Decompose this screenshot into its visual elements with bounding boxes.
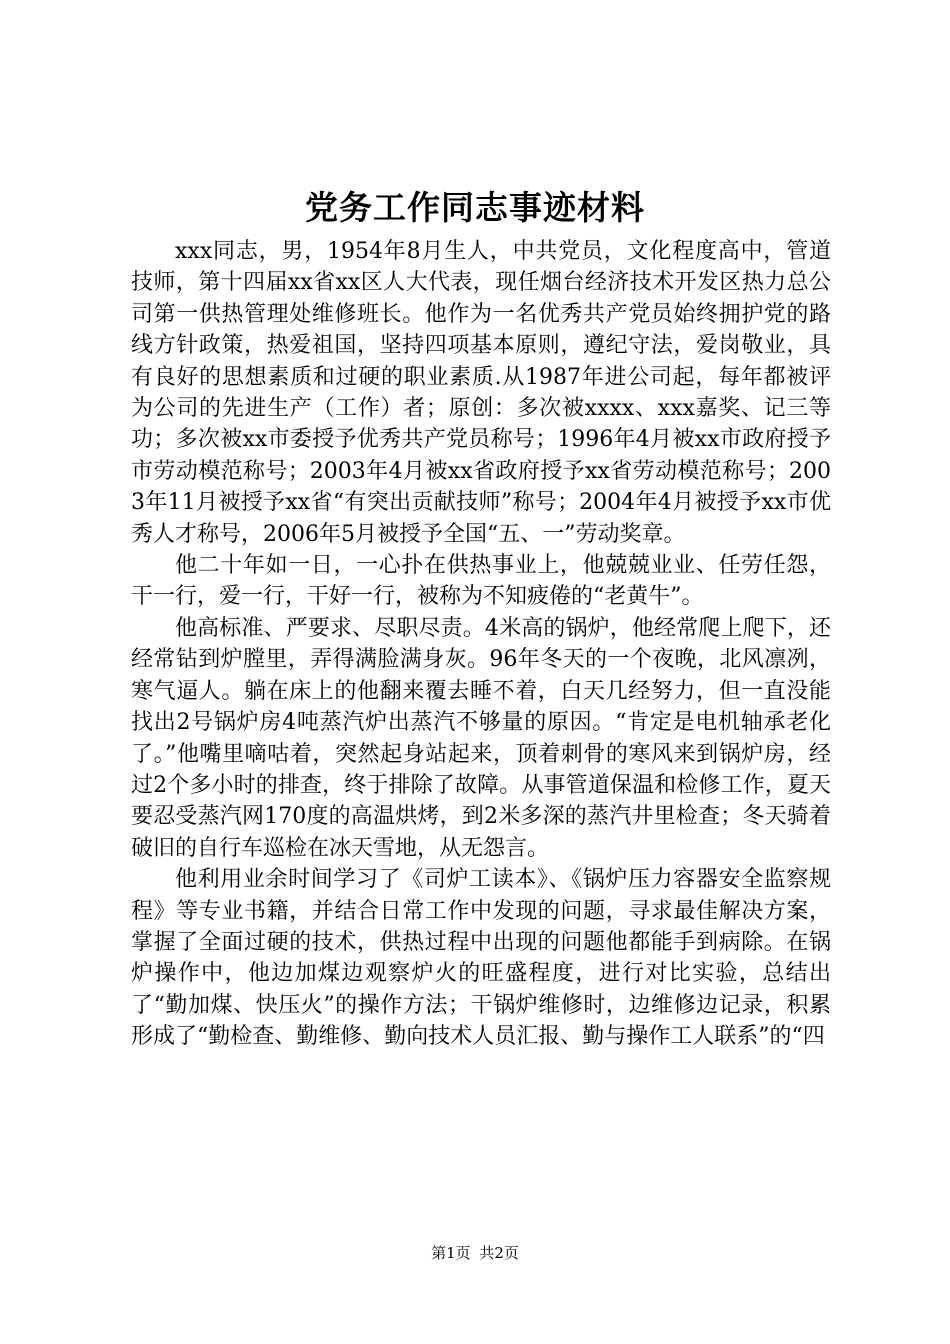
page-number: 第1页 [431, 1244, 471, 1262]
page-total: 共2页 [479, 1244, 519, 1262]
paragraph: 他二十年如一日，一心扑在供热事业上，他兢兢业业、任劳任怨，干一行，爱一行，干好一行，被称为不知疲倦的“老黄牛”。 [131, 553, 831, 610]
document-body [131, 236, 831, 1053]
paragraph: xxx同志，男，1954年8月生人，中共党员，文化程度高中，管道技师，第十四届xx省xx区人大代表，现任烟台经济技术开发区热力总公司第一供热管理处维修班长。他作为一名优秀共产党员始终拥护党的路线方针政策，热爱祖国，坚持四项基本原则，遵纪守法，爱岗敬业，具有良好的思想素质和过硬的职业素质.从1987年进公司起，每年都被评为公司的先进生产（工作）者；原创：多次被xxxx、xxx嘉奖、记三等功；多次被xx市委授予优秀共产党员称号；1996年4月被xx市政府授予市劳动模范称号；2003年4月被xx省政府授予xx省劳动模范称号；2003年11月被授予xx省“有突出贡献技师”称号；2004年4月被授予xx市优秀人才称号，2006年5月被授予全国“五、一”劳动奖章。 [131, 239, 831, 547]
paragraph: 他利用业余时间学习了《司炉工读本》、《锅炉压力容器安全监察规程》等专业书籍，并结合日常工作中发现的问题，寻求最佳解决方案，掌握了全面过硬的技术，供热过程中出现的问题他都能手到病除。在锅炉操作中，他边加煤边观察炉火的旺盛程度，进行对比实验，总结出了“勤加煤、快压火”的操作方法；干锅炉维修时，边维修边记录，积累形成了“勤检查、勤维修、勤向技术人员汇报、勤与操作工人联系”的“四 [131, 867, 831, 1050]
page-footer [0, 1243, 950, 1263]
document-title: 党务工作同志事迹材料 [305, 188, 645, 227]
paragraph: 他高标准、严要求、尽职尽责。4米高的锅炉，他经常爬上爬下，还经常钻到炉膛里，弄得满脸满身灰。96年冬天的一个夜晚，北风凛冽，寒气逼人。躺在床上的他翻来覆去睡不着，白天几经努力，但一直没能找出2号锅炉房4吨蒸汽炉出蒸汽不够量的原因。“肯定是电机轴承老化了。”他嘴里嘀咕着，突然起身站起来，顶着刺骨的寒风来到锅炉房，经过2个多小时的排查，终于排除了故障。从事管道保温和检修工作，夏天要忍受蒸汽网170度的高温烘烤，到2米多深的蒸汽井里检查；冬天骑着破旧的自行车巡检在冰天雪地，从无怨言。 [131, 615, 831, 861]
